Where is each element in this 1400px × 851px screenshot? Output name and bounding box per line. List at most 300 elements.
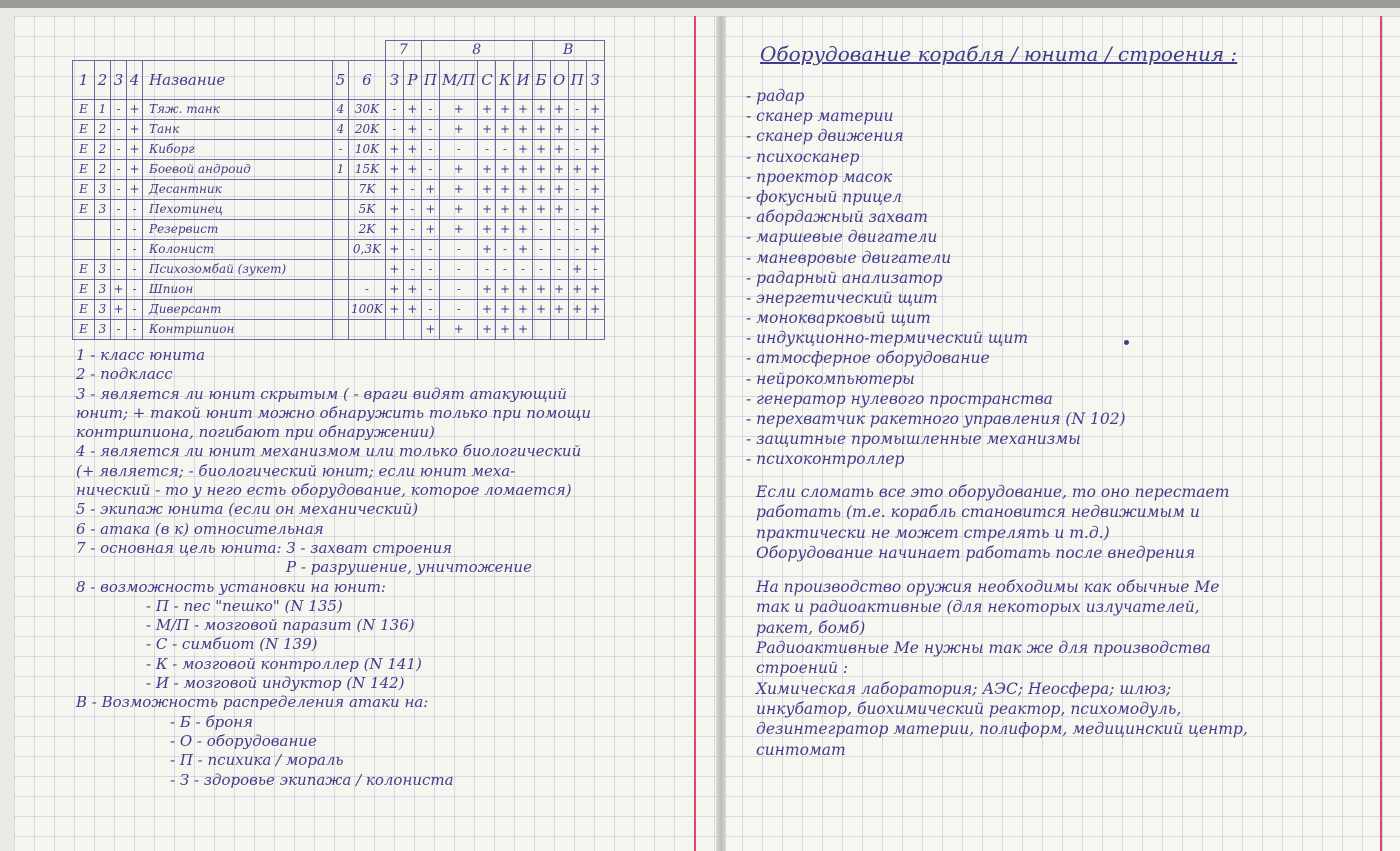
- equipment-item: - сканер материи: [746, 107, 894, 126]
- equipment-item: - сканер движения: [746, 127, 904, 146]
- equipment-item: - фокусный прицел: [746, 187, 903, 206]
- table-cell: +: [385, 140, 403, 160]
- table-cell: 0,3K: [349, 240, 386, 260]
- table-cell: +: [111, 280, 127, 300]
- table-cell: -: [111, 100, 127, 120]
- table-cell: +: [478, 300, 496, 320]
- table-cell: +: [496, 200, 514, 220]
- column-header: 1: [73, 61, 95, 100]
- paragraph-line: синтомат: [756, 740, 846, 759]
- table-cell: +: [586, 120, 604, 140]
- table-cell: 2: [95, 160, 111, 180]
- table-cell: +: [439, 320, 478, 340]
- table-cell: +: [550, 200, 568, 220]
- table-cell: -: [421, 160, 439, 180]
- table-cell: 2: [95, 120, 111, 140]
- table-cell: -: [127, 300, 143, 320]
- table-cell: +: [568, 280, 586, 300]
- equipment-paragraphs: [756, 482, 1392, 760]
- table-cell: -: [385, 100, 403, 120]
- paragraph-line: Оборудование начинает работать после внедрения: [756, 543, 1196, 562]
- table-cell: -: [421, 100, 439, 120]
- table-cell: +: [514, 240, 532, 260]
- table-row: [73, 120, 605, 140]
- table-cell: -: [421, 140, 439, 160]
- table-cell: +: [478, 320, 496, 340]
- table-cell: -: [421, 260, 439, 280]
- table-cell: 4: [333, 100, 349, 120]
- note-line: Р - разрушение, уничтожение: [286, 558, 532, 577]
- equipment-item: - абордажный захват: [746, 208, 928, 227]
- table-cell: -: [111, 260, 127, 280]
- table-cell: +: [586, 160, 604, 180]
- paragraph-line: так и радиоактивные (для некоторых излучателей,: [756, 598, 1200, 617]
- table-cell: [532, 320, 550, 340]
- table-row: [73, 180, 605, 200]
- table-row: [73, 100, 605, 120]
- table-cell: -: [568, 200, 586, 220]
- equipment-list: [746, 86, 1386, 470]
- note-line: - М/П - мозговой паразит (N 136): [146, 616, 415, 635]
- table-cell: +: [127, 180, 143, 200]
- note-line: 1 - класс юнита: [76, 346, 206, 364]
- table-cell: -: [496, 260, 514, 280]
- scanner-top-edge: [0, 0, 1400, 8]
- paragraph-line: Химическая лаборатория; АЭС; Неосфера; шлюз;: [756, 679, 1172, 698]
- table-cell: +: [478, 160, 496, 180]
- unit-name-cell: Резервист: [143, 220, 333, 240]
- table-cell: -: [439, 260, 478, 280]
- paragraph-line: дезинтегратор материи, полиформ, медицинский центр,: [756, 720, 1248, 739]
- table-cell: +: [514, 220, 532, 240]
- table-cell: +: [514, 100, 532, 120]
- table-cell: +: [403, 140, 421, 160]
- table-cell: -: [421, 280, 439, 300]
- column-header: Р: [403, 61, 421, 100]
- note-line: - З - здоровье экипажа / колониста: [170, 770, 454, 789]
- column-header: П: [421, 61, 439, 100]
- table-cell: +: [532, 180, 550, 200]
- table-cell: -: [421, 240, 439, 260]
- table-cell: -: [403, 200, 421, 220]
- table-cell: +: [496, 160, 514, 180]
- equipment-item: - генератор нулевого пространства: [746, 389, 1053, 408]
- table-cell: [568, 320, 586, 340]
- paragraph-line: Радиоактивные Ме нужны так же для производства: [756, 639, 1211, 658]
- table-cell: +: [514, 320, 532, 340]
- table-cell: 5K: [349, 200, 386, 220]
- column-header: О: [550, 61, 568, 100]
- table-cell: +: [111, 300, 127, 320]
- table-cell: +: [586, 300, 604, 320]
- table-cell: -: [496, 240, 514, 260]
- table-cell: +: [496, 220, 514, 240]
- group-header-v: В: [532, 41, 604, 61]
- column-header: Название: [143, 61, 333, 100]
- paragraph-line: ракет, бомб): [756, 618, 866, 637]
- table-cell: -: [333, 140, 349, 160]
- column-header: К: [496, 61, 514, 100]
- unit-name-cell: Шпион: [143, 280, 333, 300]
- table-cell: -: [421, 120, 439, 140]
- equipment-item: - маршевые двигатели: [746, 228, 938, 247]
- table-cell: +: [532, 140, 550, 160]
- table-cell: -: [532, 220, 550, 240]
- table-cell: [73, 220, 95, 240]
- table-cell: +: [403, 100, 421, 120]
- table-cell: +: [403, 280, 421, 300]
- table-cell: 30K: [349, 100, 386, 120]
- table-cell: Е: [73, 120, 95, 140]
- table-cell: +: [478, 200, 496, 220]
- table-cell: +: [532, 300, 550, 320]
- table-cell: Е: [73, 100, 95, 120]
- table-cell: -: [568, 180, 586, 200]
- table-cell: -: [421, 300, 439, 320]
- table-cell: +: [439, 220, 478, 240]
- table-cell: -: [568, 140, 586, 160]
- table-cell: +: [421, 320, 439, 340]
- column-header: П: [568, 61, 586, 100]
- table-cell: -: [496, 140, 514, 160]
- paragraph-line: Если сломать все это оборудование, то оно перестает: [756, 483, 1230, 501]
- table-cell: -: [111, 240, 127, 260]
- table-cell: -: [403, 220, 421, 240]
- table-cell: +: [532, 200, 550, 220]
- table-row: [73, 200, 605, 220]
- table-cell: +: [439, 120, 478, 140]
- table-cell: 3: [95, 320, 111, 340]
- table-cell: -: [349, 280, 386, 300]
- note-line: 5 - экипаж юнита (если он механический): [76, 500, 419, 519]
- table-cell: +: [586, 100, 604, 120]
- column-header: З: [586, 61, 604, 100]
- table-cell: +: [385, 160, 403, 180]
- table-cell: +: [478, 100, 496, 120]
- table-cell: 15K: [349, 160, 386, 180]
- equipment-item: - психоконтроллер: [746, 450, 905, 469]
- table-cell: -: [439, 240, 478, 260]
- unit-name-cell: Психозомбай (зукет): [143, 260, 333, 280]
- table-cell: Е: [73, 320, 95, 340]
- paragraph-line: работать (т.е. корабль становится недвижимым и: [756, 503, 1200, 522]
- table-cell: 20K: [349, 120, 386, 140]
- table-legend-notes: [76, 346, 716, 790]
- table-row: [73, 320, 605, 340]
- note-line: - П - психика / мораль: [170, 751, 344, 770]
- table-cell: -: [586, 260, 604, 280]
- table-cell: +: [514, 160, 532, 180]
- table-cell: +: [568, 300, 586, 320]
- table-cell: +: [496, 320, 514, 340]
- table-cell: +: [550, 140, 568, 160]
- note-line: - Б - броня: [170, 712, 254, 731]
- table-cell: -: [127, 260, 143, 280]
- equipment-item: - атмосферное оборудование: [746, 349, 990, 368]
- table-cell: -: [550, 260, 568, 280]
- table-cell: -: [111, 140, 127, 160]
- table-cell: +: [514, 280, 532, 300]
- table-cell: +: [568, 260, 586, 280]
- table-cell: +: [421, 200, 439, 220]
- table-cell: +: [385, 280, 403, 300]
- equipment-item: - маневровые двигатели: [746, 248, 952, 267]
- table-cell: [333, 260, 349, 280]
- table-cell: [333, 320, 349, 340]
- group-header-7: 7: [385, 41, 421, 61]
- table-cell: +: [496, 280, 514, 300]
- table-cell: [550, 320, 568, 340]
- table-cell: -: [568, 240, 586, 260]
- table-cell: +: [385, 180, 403, 200]
- column-header: Б: [532, 61, 550, 100]
- note-line: контршпиона, погибают при обнаружении): [76, 423, 435, 442]
- table-cell: +: [127, 100, 143, 120]
- table-cell: 1: [333, 160, 349, 180]
- table-cell: +: [385, 220, 403, 240]
- table-cell: -: [514, 260, 532, 280]
- table-cell: -: [478, 140, 496, 160]
- note-line: нический - то у него есть оборудование, которое ломается): [76, 481, 572, 500]
- table-cell: +: [439, 160, 478, 180]
- table-cell: +: [550, 120, 568, 140]
- equipment-item: - проектор масок: [746, 167, 893, 186]
- table-cell: [73, 240, 95, 260]
- table-cell: +: [568, 160, 586, 180]
- table-cell: -: [127, 200, 143, 220]
- note-line: В - Возможность распределения атаки на:: [76, 693, 429, 712]
- equipment-item: - защитные промышленные механизмы: [746, 430, 1081, 449]
- note-line: - С - симбиот (N 139): [146, 635, 318, 654]
- unit-name-cell: Контршпион: [143, 320, 333, 340]
- table-cell: -: [111, 320, 127, 340]
- equipment-item: - индукционно-термический щит: [746, 329, 1029, 348]
- unit-name-cell: Пехотинец: [143, 200, 333, 220]
- table-cell: -: [532, 260, 550, 280]
- paragraph-line: строений :: [756, 659, 849, 678]
- table-cell: +: [496, 300, 514, 320]
- table-cell: +: [550, 300, 568, 320]
- column-header: З: [385, 61, 403, 100]
- table-cell: Е: [73, 180, 95, 200]
- paragraph-line: практически не может стрелять и т.д.): [756, 523, 1110, 542]
- table-cell: 100K: [349, 300, 386, 320]
- table-header-row: [73, 61, 605, 100]
- table-cell: [95, 220, 111, 240]
- table-row: [73, 140, 605, 160]
- table-cell: -: [568, 120, 586, 140]
- table-cell: 2: [95, 140, 111, 160]
- table-cell: [385, 320, 403, 340]
- table-cell: -: [550, 220, 568, 240]
- unit-name-cell: Диверсант: [143, 300, 333, 320]
- paragraph-line: На производство оружия необходимы как обычные Ме: [756, 578, 1220, 597]
- table-cell: 1: [95, 100, 111, 120]
- table-cell: Е: [73, 280, 95, 300]
- table-cell: +: [127, 120, 143, 140]
- table-cell: [586, 320, 604, 340]
- table-cell: 7K: [349, 180, 386, 200]
- table-cell: +: [385, 240, 403, 260]
- table-cell: +: [478, 220, 496, 240]
- table-cell: +: [478, 120, 496, 140]
- table-cell: Е: [73, 300, 95, 320]
- table-cell: 3: [95, 200, 111, 220]
- table-cell: -: [111, 180, 127, 200]
- equipment-item: - нейрокомпьютеры: [746, 369, 915, 388]
- column-header: С: [478, 61, 496, 100]
- table-cell: -: [403, 180, 421, 200]
- table-row: [73, 300, 605, 320]
- unit-name-cell: Тяж. танк: [143, 100, 333, 120]
- table-cell: -: [385, 120, 403, 140]
- table-cell: +: [586, 180, 604, 200]
- note-line: - О - оборудование: [170, 731, 317, 750]
- table-row: [73, 240, 605, 260]
- table-cell: -: [550, 240, 568, 260]
- paragraph-line: [756, 563, 1392, 577]
- table-cell: +: [439, 180, 478, 200]
- table-cell: [333, 280, 349, 300]
- table-cell: +: [514, 300, 532, 320]
- table-cell: -: [568, 100, 586, 120]
- table-cell: +: [421, 220, 439, 240]
- table-row: [73, 160, 605, 180]
- equipment-item: - психосканер: [746, 147, 860, 166]
- table-cell: +: [550, 100, 568, 120]
- note-line: - И - мозговой индуктор (N 142): [146, 674, 405, 693]
- table-cell: [349, 260, 386, 280]
- table-cell: Е: [73, 200, 95, 220]
- table-cell: [333, 180, 349, 200]
- paragraph-line: инкубатор, биохимический реактор, психомодуль,: [756, 699, 1182, 718]
- note-line: - К - мозговой контроллер (N 141): [146, 654, 422, 673]
- table-cell: [333, 240, 349, 260]
- table-cell: +: [514, 120, 532, 140]
- column-header: М/П: [439, 61, 478, 100]
- table-cell: -: [478, 260, 496, 280]
- table-cell: -: [111, 160, 127, 180]
- table-cell: +: [514, 140, 532, 160]
- table-cell: -: [532, 240, 550, 260]
- table-cell: [349, 320, 386, 340]
- table-cell: [403, 320, 421, 340]
- note-line: (+ является; - биологический юнит; если юнит меха-: [76, 461, 516, 480]
- table-cell: +: [586, 200, 604, 220]
- table-cell: +: [385, 260, 403, 280]
- table-cell: +: [385, 300, 403, 320]
- table-cell: +: [586, 240, 604, 260]
- table-cell: +: [550, 180, 568, 200]
- note-line: 7 - основная цель юнита: З - захват строения: [76, 538, 453, 557]
- column-header: 3: [111, 61, 127, 100]
- table-cell: Е: [73, 260, 95, 280]
- table-cell: -: [403, 240, 421, 260]
- equipment-item: - радарный анализатор: [746, 268, 943, 287]
- units-table: [72, 40, 605, 340]
- table-cell: +: [514, 180, 532, 200]
- note-line: 8 - возможность установки на юнит:: [76, 577, 386, 596]
- table-cell: -: [568, 220, 586, 240]
- table-cell: [333, 300, 349, 320]
- table-cell: +: [532, 120, 550, 140]
- table-cell: +: [127, 160, 143, 180]
- table-cell: +: [421, 180, 439, 200]
- equipment-title: Оборудование корабля / юнита / строения :: [760, 42, 1238, 66]
- table-group-header-row: [73, 41, 605, 61]
- table-cell: -: [127, 220, 143, 240]
- table-cell: +: [478, 240, 496, 260]
- table-cell: -: [127, 240, 143, 260]
- table-row: [73, 260, 605, 280]
- column-header: 6: [349, 61, 386, 100]
- table-cell: 3: [95, 260, 111, 280]
- table-cell: +: [514, 200, 532, 220]
- table-cell: [333, 200, 349, 220]
- table-cell: 3: [95, 300, 111, 320]
- note-line: 2 - подкласс: [76, 365, 173, 384]
- table-cell: [333, 220, 349, 240]
- table-cell: -: [403, 260, 421, 280]
- table-cell: +: [478, 180, 496, 200]
- note-line: 4 - является ли юнит механизмом или только биологический: [76, 442, 582, 461]
- table-cell: +: [403, 160, 421, 180]
- table-cell: +: [496, 180, 514, 200]
- table-cell: +: [532, 280, 550, 300]
- table-cell: 3: [95, 280, 111, 300]
- table-cell: +: [385, 200, 403, 220]
- table-cell: +: [127, 140, 143, 160]
- column-header: 4: [127, 61, 143, 100]
- column-header: 5: [333, 61, 349, 100]
- table-cell: +: [403, 120, 421, 140]
- table-cell: +: [550, 280, 568, 300]
- table-cell: -: [439, 280, 478, 300]
- table-cell: [95, 240, 111, 260]
- table-cell: +: [403, 300, 421, 320]
- note-line: 6 - атака (в к) относительная: [76, 519, 324, 538]
- table-cell: -: [111, 220, 127, 240]
- table-cell: 10K: [349, 140, 386, 160]
- equipment-item: - перехватчик ракетного управления (N 102): [746, 410, 1126, 428]
- notebook-spine: [716, 16, 726, 851]
- table-cell: -: [439, 140, 478, 160]
- table-cell: +: [439, 100, 478, 120]
- unit-name-cell: Киборг: [143, 140, 333, 160]
- table-cell: 3: [95, 180, 111, 200]
- unit-name-cell: Десантник: [143, 180, 333, 200]
- equipment-item: - монокварковый щит: [746, 309, 931, 328]
- table-cell: +: [550, 160, 568, 180]
- column-header: 2: [95, 61, 111, 100]
- ink-dot: [1124, 340, 1129, 345]
- table-row: [73, 280, 605, 300]
- unit-name-cell: Боевой андроид: [143, 160, 333, 180]
- table-cell: +: [586, 220, 604, 240]
- table-cell: -: [111, 200, 127, 220]
- unit-name-cell: Колонист: [143, 240, 333, 260]
- table-cell: +: [496, 100, 514, 120]
- table-cell: +: [439, 200, 478, 220]
- note-line: юнит; + такой юнит можно обнаружить только при помощи: [76, 403, 592, 422]
- table-cell: -: [439, 300, 478, 320]
- table-cell: 2K: [349, 220, 386, 240]
- equipment-item: - энергетический щит: [746, 288, 938, 307]
- note-line: 3 - является ли юнит скрытым ( - враги видят атакующий: [76, 384, 567, 403]
- table-cell: 4: [333, 120, 349, 140]
- note-line: - П - пес "пешко" (N 135): [146, 596, 343, 615]
- unit-name-cell: Танк: [143, 120, 333, 140]
